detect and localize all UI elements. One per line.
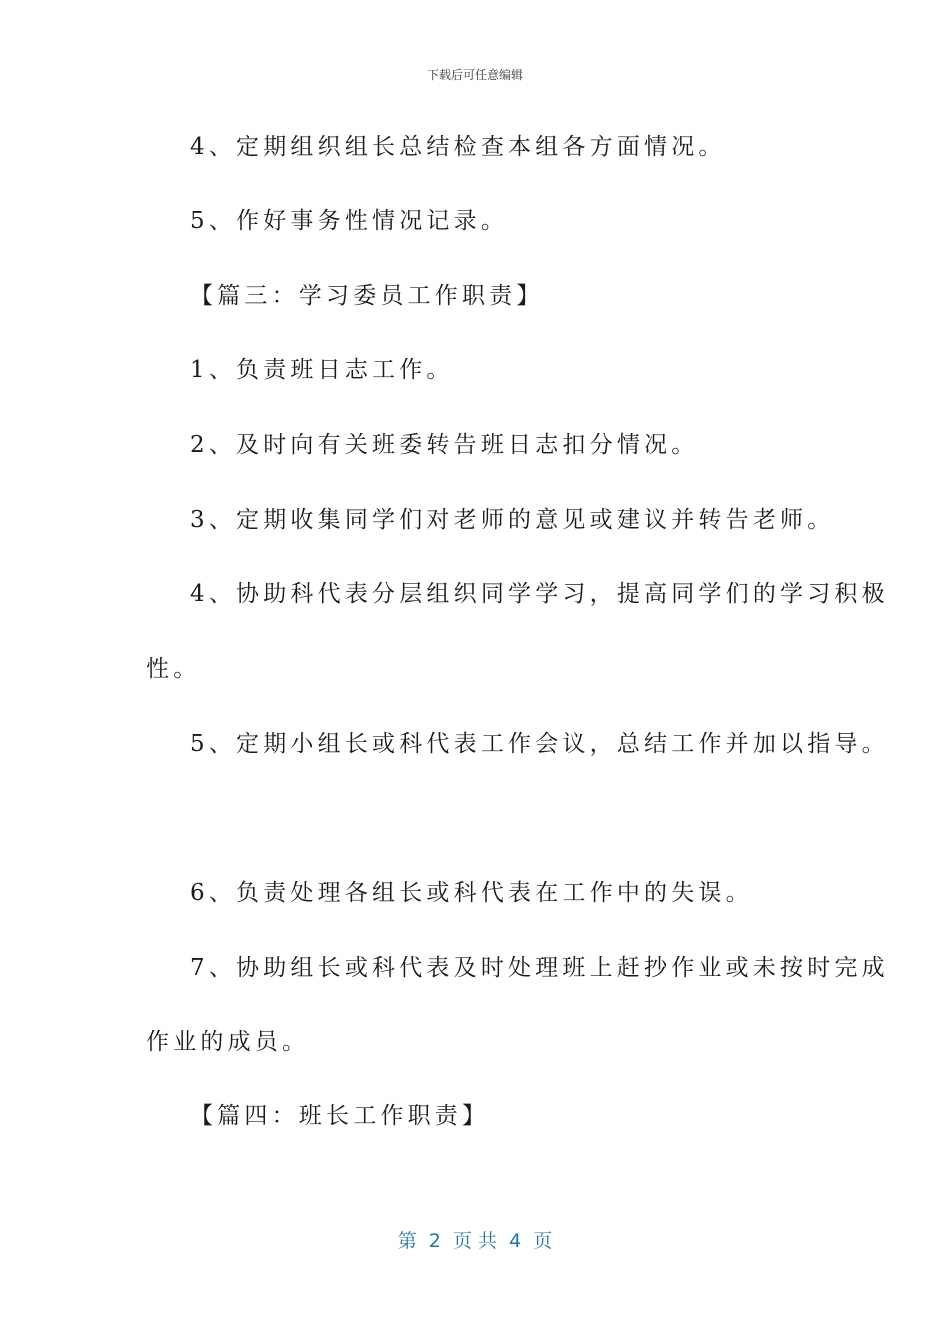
paragraph-line: 1、负责班日志工作。	[190, 357, 454, 383]
paragraph-line-continuation: 性。	[146, 656, 201, 682]
paragraph-line: 5、定期小组长或科代表工作会议，总结工作并加以指导。	[190, 731, 889, 757]
section-heading: 【篇四：班长工作职责】	[190, 1103, 490, 1129]
paragraph-line: 6、负责处理各组长或科代表在工作中的失误。	[190, 880, 753, 906]
paragraph-line: 7、协助组长或科代表及时处理班上赶抄作业或未按时完成	[190, 955, 889, 981]
page-header-note: 下载后可任意编辑	[426, 68, 523, 82]
paragraph-line: 4、定期组织组长总结检查本组各方面情况。	[190, 134, 726, 160]
page-number-footer: 第 2 页 共 4 页	[397, 1230, 553, 1252]
paragraph-line-continuation: 作业的成员。	[146, 1029, 310, 1055]
paragraph-line: 5、作好事务性情况记录。	[190, 208, 509, 234]
paragraph-line: 3、定期收集同学们对老师的意见或建议并转告老师。	[190, 507, 835, 533]
paragraph-line: 2、及时向有关班委转告班日志扣分情况。	[190, 432, 699, 458]
section-heading: 【篇三：学习委员工作职责】	[190, 283, 544, 309]
paragraph-line: 4、协助科代表分层组织同学学习，提高同学们的学习积极	[190, 581, 889, 607]
